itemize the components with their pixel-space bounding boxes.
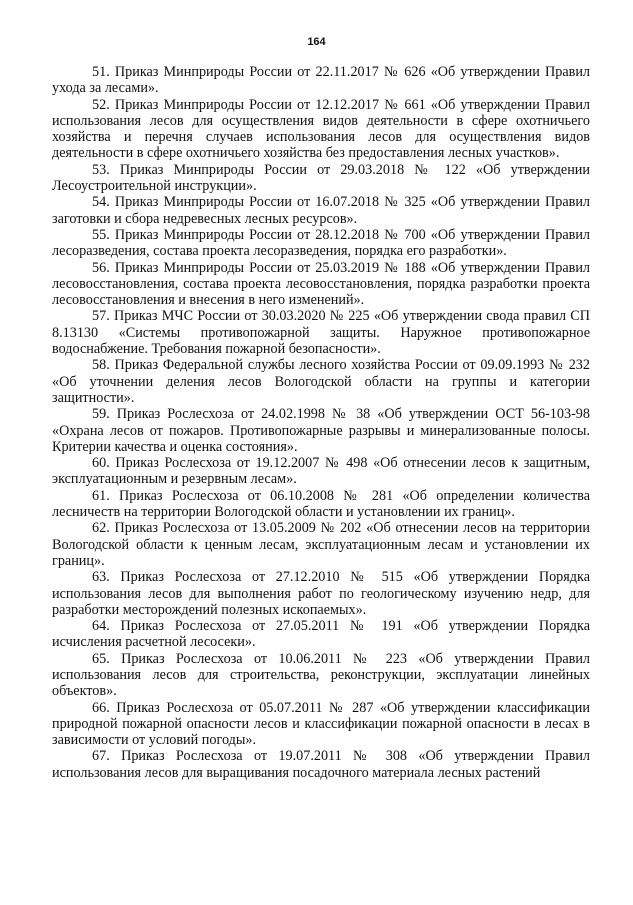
page-number: 164 [307, 36, 326, 48]
list-item: 59. Приказ Рослесхоза от 24.02.1998 № 38 «Об утверждении ОСТ 56-103-98 «Охрана лесов от пожаров. Противопожарные разрывы и минерализованные полосы. Критерии качества и оценка состояния». [52, 406, 590, 455]
list-item: 52. Приказ Минприроды России от 12.12.2017 № 661 «Об утверждении Правил использования лесов для осуществления видов деятельности в сфере охотничьего хозяйства и перечня случаев использования лесов для осуществления видов деятельности в сфере охотничьего хозяйства без предоставления лесных участков». [52, 96, 590, 162]
list-item: 64. Приказ Рослесхоза от 27.05.2011 № 191 «Об утверждении Порядка исчисления расчетной лесосеки». [52, 618, 590, 651]
reference-list [52, 64, 590, 781]
list-item: 67. Приказ Рослесхоза от 19.07.2011 № 308 «Об утверждении Правил использования лесов для выращивания посадочного материала лесных растений [52, 748, 590, 781]
list-item: 51. Приказ Минприроды России от 22.11.2017 № 626 «Об утверждении Правил ухода за лесами». [52, 64, 590, 97]
list-item: 53. Приказ Минприроды России от 29.03.2018 № 122 «Об утверждении Лесоустроительной инструкции». [52, 161, 590, 195]
list-item: 63. Приказ Рослесхоза от 27.12.2010 № 515 «Об утверждении Порядка использования лесов для выполнения работ по геологическому изучению недр, для разработки месторождений полезных ископаемых». [52, 569, 590, 618]
list-item: 58. Приказ Федеральной службы лесного хозяйства России от 09.09.1993 № 232 «Об уточнении деления лесов Вологодской области на группы и категории защитности». [52, 357, 590, 406]
list-item: 55. Приказ Минприроды России от 28.12.2018 № 700 «Об утверждении Правил лесоразведения, состава проекта лесоразведения, порядка его разработки». [52, 226, 590, 260]
list-item: 65. Приказ Рослесхоза от 10.06.2011 № 223 «Об утверждении Правил использования лесов для строительства, реконструкции, эксплуатации линейных объектов». [52, 650, 590, 700]
list-item: 54. Приказ Минприроды России от 16.07.2018 № 325 «Об утверждении Правил заготовки и сбора недревесных лесных ресурсов». [52, 194, 590, 227]
list-item: 61. Приказ Рослесхоза от 06.10.2008 № 281 «Об определении количества лесничеств на территории Вологодской области и установлении их границ». [52, 487, 590, 521]
list-item: 56. Приказ Минприроды России от 25.03.2019 № 188 «Об утверждении Правил лесовосстановления, состава проекта лесовосстановления, порядка разработки проекта лесовосстановления и внесения в него изменений». [52, 259, 590, 309]
list-item: 57. Приказ МЧС России от 30.03.2020 № 225 «Об утверждении свода правил СП 8.13130 «Системы противопожарной защиты. Наружное противопожарное водоснабжение. Требования пожарной безопасности». [52, 308, 590, 358]
list-item: 66. Приказ Рослесхоза от 05.07.2011 № 287 «Об утверждении классификации природной пожарной опасности лесов и классификации пожарной опасности в лесах в зависимости от условий погоды». [52, 699, 590, 749]
list-item: 60. Приказ Рослесхоза от 19.12.2007 № 498 «Об отнесении лесов к защитным, эксплуатационным и резервным лесам». [52, 455, 590, 488]
list-item: 62. Приказ Рослесхоза от 13.05.2009 № 202 «Об отнесении лесов на территории Вологодской области к ценным лесам, эксплуатационным лесам и установлении их границ». [52, 520, 590, 569]
